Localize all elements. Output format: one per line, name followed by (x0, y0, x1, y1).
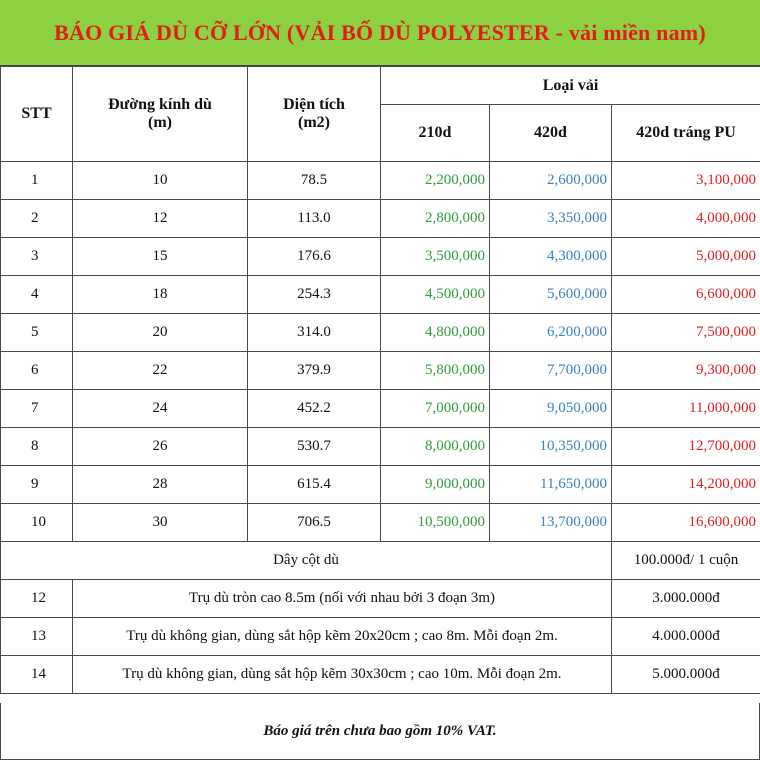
extra-stt: 12 (1, 580, 73, 618)
table-row (1, 466, 760, 504)
row-price-420d-pu: 4,000,000 (612, 200, 760, 238)
row-area: 113.0 (248, 200, 381, 238)
row-price-420d-pu: 12,700,000 (612, 428, 760, 466)
row-price-420d: 2,600,000 (490, 162, 612, 200)
row-price-210d: 8,000,000 (381, 428, 490, 466)
row-price-210d: 5,800,000 (381, 352, 490, 390)
extra-rows (1, 580, 760, 694)
header-area: Diện tích (m2) (248, 67, 381, 162)
row-stt: 4 (1, 276, 73, 314)
row-diameter: 24 (73, 390, 248, 428)
row-price-420d: 13,700,000 (490, 504, 612, 542)
vat-note: Báo giá trên chưa bao gồm 10% VAT. (0, 703, 760, 760)
header-420d-pu: 420d tráng PU (612, 105, 760, 162)
header-210d: 210d (381, 105, 490, 162)
row-price-420d: 4,300,000 (490, 238, 612, 276)
table-row (1, 428, 760, 466)
row-price-420d: 6,200,000 (490, 314, 612, 352)
header-stt: STT (1, 67, 73, 162)
extra-description: Trụ dù không gian, dùng sắt hộp kẽm 20x20cm ; cao 8m. Mỗi đoạn 2m. (73, 618, 612, 656)
row-price-420d: 11,650,000 (490, 466, 612, 504)
table-row (1, 314, 760, 352)
price-table (0, 66, 760, 694)
table-row (1, 656, 760, 694)
table-row (1, 162, 760, 200)
row-stt: 10 (1, 504, 73, 542)
row-diameter: 30 (73, 504, 248, 542)
extra-stt: 13 (1, 618, 73, 656)
row-diameter: 10 (73, 162, 248, 200)
extra-stt: 14 (1, 656, 73, 694)
row-stt: 3 (1, 238, 73, 276)
table-row (1, 352, 760, 390)
row-price-210d: 9,000,000 (381, 466, 490, 504)
row-price-210d: 7,000,000 (381, 390, 490, 428)
row-price-210d: 4,500,000 (381, 276, 490, 314)
table-row (1, 200, 760, 238)
row-price-420d: 3,350,000 (490, 200, 612, 238)
table-row (1, 276, 760, 314)
row-area: 176.6 (248, 238, 381, 276)
row-price-420d: 7,700,000 (490, 352, 612, 390)
row-price-210d: 10,500,000 (381, 504, 490, 542)
table-row (1, 390, 760, 428)
row-price-420d-pu: 5,000,000 (612, 238, 760, 276)
extra-price: 3.000.000đ (612, 580, 760, 618)
row-stt: 2 (1, 200, 73, 238)
header-420d: 420d (490, 105, 612, 162)
row-price-210d: 2,200,000 (381, 162, 490, 200)
row-price-420d: 10,350,000 (490, 428, 612, 466)
page-title: BÁO GIÁ DÙ CỠ LỚN (VẢI BỐ DÙ POLYESTER - vải miền nam) (54, 19, 706, 45)
rope-label: Dây cột dù (1, 542, 612, 580)
row-area: 706.5 (248, 504, 381, 542)
row-price-420d-pu: 7,500,000 (612, 314, 760, 352)
row-price-210d: 4,800,000 (381, 314, 490, 352)
table-row (1, 618, 760, 656)
extra-price: 5.000.000đ (612, 656, 760, 694)
row-area: 78.5 (248, 162, 381, 200)
extra-description: Trụ dù tròn cao 8.5m (nối với nhau bởi 3 đoạn 3m) (73, 580, 612, 618)
header-diameter: Đường kính dù (m) (73, 67, 248, 162)
table-row (1, 504, 760, 542)
row-diameter: 15 (73, 238, 248, 276)
row-price-420d-pu: 14,200,000 (612, 466, 760, 504)
row-diameter: 18 (73, 276, 248, 314)
title-bar (0, 0, 760, 66)
row-area: 530.7 (248, 428, 381, 466)
row-price-420d-pu: 11,000,000 (612, 390, 760, 428)
row-price-210d: 3,500,000 (381, 238, 490, 276)
row-stt: 9 (1, 466, 73, 504)
table-row (1, 238, 760, 276)
rope-price: 100.000đ/ 1 cuộn (612, 542, 760, 580)
row-area: 254.3 (248, 276, 381, 314)
row-diameter: 26 (73, 428, 248, 466)
rope-row (1, 542, 760, 580)
row-stt: 8 (1, 428, 73, 466)
row-stt: 1 (1, 162, 73, 200)
row-diameter: 20 (73, 314, 248, 352)
row-price-420d-pu: 3,100,000 (612, 162, 760, 200)
row-price-420d-pu: 16,600,000 (612, 504, 760, 542)
row-stt: 5 (1, 314, 73, 352)
row-diameter: 22 (73, 352, 248, 390)
table-row (1, 580, 760, 618)
row-area: 615.4 (248, 466, 381, 504)
row-stt: 7 (1, 390, 73, 428)
extra-description: Trụ dù không gian, dùng sắt hộp kẽm 30x30cm ; cao 10m. Mỗi đoạn 2m. (73, 656, 612, 694)
extra-price: 4.000.000đ (612, 618, 760, 656)
row-area: 452.2 (248, 390, 381, 428)
row-price-420d: 5,600,000 (490, 276, 612, 314)
row-price-420d-pu: 9,300,000 (612, 352, 760, 390)
row-price-210d: 2,800,000 (381, 200, 490, 238)
row-area: 314.0 (248, 314, 381, 352)
row-diameter: 12 (73, 200, 248, 238)
row-area: 379.9 (248, 352, 381, 390)
row-stt: 6 (1, 352, 73, 390)
price-rows (1, 162, 760, 542)
row-price-420d: 9,050,000 (490, 390, 612, 428)
header-fabric-type: Loại vải (381, 67, 760, 105)
row-diameter: 28 (73, 466, 248, 504)
row-price-420d-pu: 6,600,000 (612, 276, 760, 314)
